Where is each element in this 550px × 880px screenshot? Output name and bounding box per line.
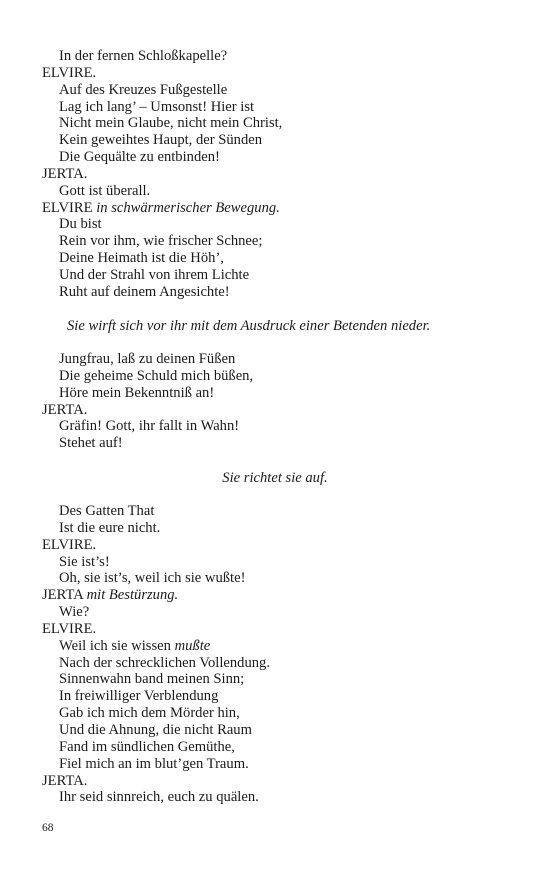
verse-line: [0, 368, 550, 385]
speaker-direction: mit Bestürzung.: [86, 587, 179, 604]
verse-line: [0, 267, 550, 284]
verse-line: [0, 149, 550, 166]
verse-line: [0, 385, 550, 402]
verse-text: Wie?: [59, 604, 90, 621]
speaker-line: [0, 65, 550, 82]
verse-line: [0, 705, 550, 722]
verse-text: Nicht mein Glaube, nicht mein Christ,: [59, 115, 283, 132]
verse-text: Lag ich lang’ – Umsonst! Hier ist: [59, 98, 255, 115]
verse-line: [0, 638, 550, 655]
verse-text: Die Gequälte zu entbinden!: [59, 149, 220, 166]
verse-text: Und der Strahl von ihrem Lichte: [59, 266, 250, 283]
verse-text: Gott ist überall.: [59, 182, 151, 199]
verse-text: Gab ich mich dem Mörder hin,: [59, 705, 240, 722]
verse-text: Und die Ahnung, die nicht Raum: [59, 721, 252, 738]
stage-direction: Sie wirft sich vor ihr mit dem Ausdruck einer Betenden nieder.: [67, 318, 431, 334]
speaker-line: [0, 587, 550, 604]
speaker-line: [0, 200, 550, 217]
verse-text: Gräfin! Gott, ihr fallt in Wahn!: [59, 418, 240, 435]
verse-line: [0, 115, 550, 132]
verse-text: Auf des Kreuzes Fußgestelle: [59, 81, 228, 98]
verse-text: Nach der schrecklichen Vollendung.: [59, 654, 271, 671]
verse-line: [0, 351, 550, 368]
dialogue-block-1: [0, 48, 550, 301]
speaker-name: ELVIRE: [42, 199, 93, 216]
verse-line: [0, 570, 550, 587]
verse-text: Des Gatten That: [59, 503, 155, 519]
speaker-line: [0, 166, 550, 183]
verse-line: [0, 250, 550, 267]
verse-line: [0, 48, 550, 65]
verse-text: Rein vor ihm, wie frischer Schnee;: [59, 233, 263, 250]
speaker-line: [0, 537, 550, 554]
verse-line: [0, 435, 550, 452]
verse-line: [0, 418, 550, 435]
verse-text: Ist die eure nicht.: [59, 519, 161, 536]
speaker-name: JERTA.: [42, 165, 88, 182]
verse-text: Fand im sündlichen Gemüthe,: [59, 738, 235, 755]
speaker-line: [0, 621, 550, 638]
verse-line: [0, 756, 550, 773]
verse-line: [0, 82, 550, 99]
verse-text: Fiel mich an im blut’gen Traum.: [59, 755, 249, 772]
speaker-line: [0, 773, 550, 790]
verse-line: [0, 604, 550, 621]
verse-text: Die geheime Schuld mich büßen,: [59, 367, 254, 384]
verse-text: Oh, sie ist’s, weil ich sie wußte!: [59, 570, 246, 587]
speaker-name: JERTA: [42, 587, 83, 604]
dialogue-block-3: [0, 503, 550, 806]
verse-line: [0, 554, 550, 571]
speaker-name: ELVIRE.: [42, 536, 97, 553]
verse-text: Ihr seid sinnreich, euch zu quälen.: [59, 789, 259, 806]
verse-line: [0, 722, 550, 739]
page-number: 68: [42, 822, 54, 834]
verse-text: Höre mein Bekenntniß an!: [59, 384, 215, 401]
speaker-name: ELVIRE.: [42, 64, 97, 81]
verse-line: [0, 99, 550, 116]
verse-text: Du bist: [59, 216, 102, 233]
verse-text: Ruht auf deinem Angesichte!: [59, 283, 230, 300]
speaker-line: [0, 402, 550, 419]
verse-emphasis: mußte: [174, 637, 211, 654]
verse-line: [0, 520, 550, 537]
verse-line: [0, 671, 550, 688]
verse-line: [0, 233, 550, 250]
speaker-direction: in schwärmerischer Bewegung.: [96, 199, 280, 216]
verse-line: [0, 284, 550, 301]
verse-line: [0, 739, 550, 756]
speaker-name: JERTA.: [42, 772, 88, 789]
verse-text: In der fernen Schloßkapelle?: [59, 48, 228, 64]
verse-line: [0, 688, 550, 705]
verse-text: Jungfrau, laß zu deinen Füßen: [59, 351, 236, 367]
stage-direction: Sie richtet sie auf.: [222, 470, 328, 486]
verse-text: Stehet auf!: [59, 435, 123, 452]
verse-text: Sie ist’s!: [59, 553, 110, 570]
verse-line: [0, 216, 550, 233]
verse-text: Kein geweihtes Haupt, der Sünden: [59, 132, 263, 149]
verse-text: In freiwilliger Verblendung: [59, 688, 219, 705]
verse-line: [0, 789, 550, 806]
verse-text: Sinnenwahn band meinen Sinn;: [59, 671, 245, 688]
verse-text: Weil ich sie wissen: [59, 637, 175, 654]
verse-text: Deine Heimath ist die Höh’,: [59, 250, 224, 267]
verse-line: [0, 655, 550, 672]
speaker-name: JERTA.: [42, 401, 88, 418]
speaker-name: ELVIRE.: [42, 620, 97, 637]
verse-line: [0, 183, 550, 200]
verse-line: [0, 503, 550, 520]
verse-line: [0, 132, 550, 149]
dialogue-block-2: [0, 351, 550, 452]
